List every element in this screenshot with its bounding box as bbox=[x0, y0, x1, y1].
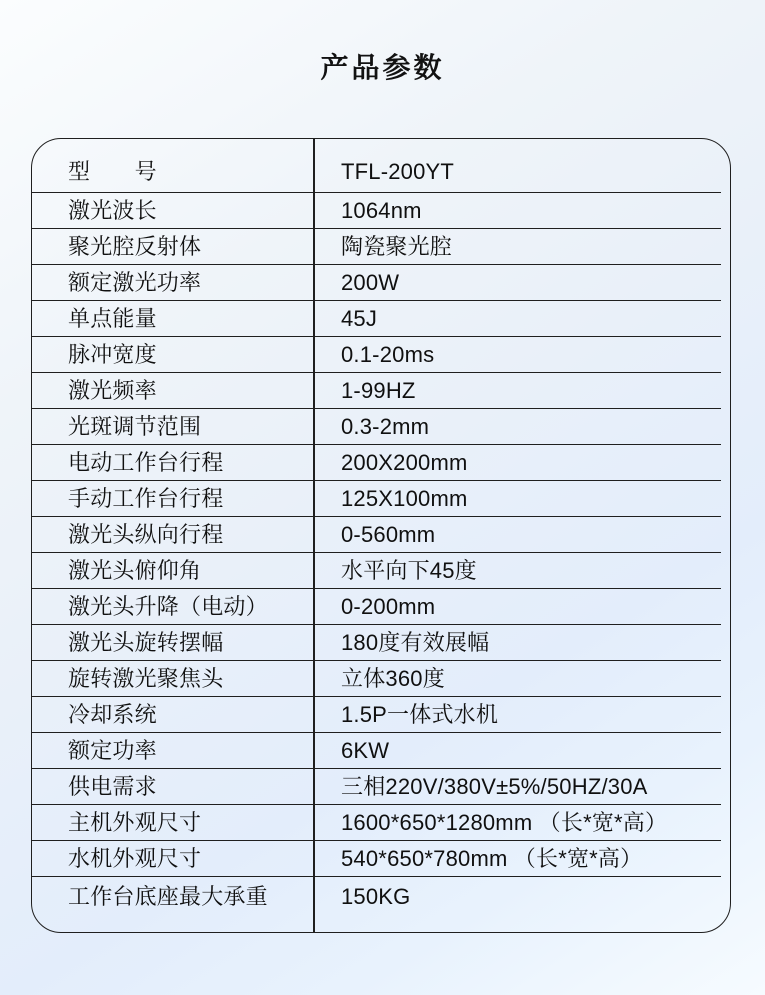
spec-label: 脉冲宽度 bbox=[68, 342, 157, 367]
table-row bbox=[32, 445, 730, 481]
spec-label: 电动工作台行程 bbox=[68, 450, 224, 475]
spec-label: 单点能量 bbox=[68, 306, 157, 331]
spec-label: 主机外观尺寸 bbox=[68, 810, 202, 835]
spec-label: 激光头旋转摆幅 bbox=[68, 630, 224, 655]
spec-label: 型 号 bbox=[68, 159, 157, 184]
spec-value: 立体360度 bbox=[341, 666, 445, 691]
spec-value: TFL-200YT bbox=[341, 159, 455, 184]
spec-value: 0.1-20ms bbox=[341, 342, 435, 367]
spec-label: 额定激光功率 bbox=[68, 270, 202, 295]
table-row bbox=[32, 409, 730, 445]
table-row bbox=[32, 877, 730, 931]
table-row bbox=[32, 373, 730, 409]
table-row bbox=[32, 625, 730, 661]
table-row bbox=[32, 139, 730, 193]
spec-table bbox=[31, 138, 731, 933]
table-row bbox=[32, 661, 730, 697]
table-row bbox=[32, 697, 730, 733]
spec-value: 1-99HZ bbox=[341, 378, 416, 403]
column-divider bbox=[313, 139, 315, 932]
spec-label: 激光头俯仰角 bbox=[68, 558, 202, 583]
spec-label: 冷却系统 bbox=[68, 702, 157, 727]
spec-label: 激光头升降（电动） bbox=[68, 594, 268, 619]
spec-value: 1064nm bbox=[341, 198, 422, 223]
spec-label: 旋转激光聚焦头 bbox=[68, 666, 224, 691]
spec-value: 200W bbox=[341, 270, 400, 295]
table-row bbox=[32, 769, 730, 805]
spec-label: 工作台底座最大承重 bbox=[68, 884, 268, 909]
spec-value: 1600*650*1280mm （长*宽*高） bbox=[341, 810, 668, 835]
spec-value: 200X200mm bbox=[341, 450, 468, 475]
spec-label: 供电需求 bbox=[68, 774, 157, 799]
spec-value: 1.5P一体式水机 bbox=[341, 702, 499, 727]
spec-label: 额定功率 bbox=[68, 738, 157, 763]
spec-value: 水平向下45度 bbox=[341, 558, 477, 583]
table-row bbox=[32, 265, 730, 301]
spec-label: 激光波长 bbox=[68, 198, 157, 223]
spec-value: 陶瓷聚光腔 bbox=[341, 234, 453, 259]
spec-value: 0.3-2mm bbox=[341, 414, 430, 439]
table-row bbox=[32, 301, 730, 337]
spec-value: 0-560mm bbox=[341, 522, 436, 547]
spec-value: 6KW bbox=[341, 738, 390, 763]
table-row bbox=[32, 193, 730, 229]
page-title: 产品参数 bbox=[320, 52, 445, 83]
spec-value: 0-200mm bbox=[341, 594, 436, 619]
table-row bbox=[32, 805, 730, 841]
table-row bbox=[32, 337, 730, 373]
table-row bbox=[32, 841, 730, 877]
spec-label: 激光频率 bbox=[68, 378, 157, 403]
spec-label: 激光头纵向行程 bbox=[68, 522, 224, 547]
spec-value: 125X100mm bbox=[341, 486, 468, 511]
table-row bbox=[32, 733, 730, 769]
spec-label: 水机外观尺寸 bbox=[68, 846, 202, 871]
spec-value: 150KG bbox=[341, 884, 411, 909]
spec-value: 540*650*780mm （长*宽*高） bbox=[341, 846, 643, 871]
table-row bbox=[32, 553, 730, 589]
spec-value: 45J bbox=[341, 306, 378, 331]
spec-label: 光斑调节范围 bbox=[68, 414, 202, 439]
spec-value: 三相220V/380V±5%/50HZ/30A bbox=[341, 774, 648, 799]
table-row bbox=[32, 517, 730, 553]
spec-value: 180度有效展幅 bbox=[341, 630, 490, 655]
spec-label: 手动工作台行程 bbox=[68, 486, 224, 511]
table-row bbox=[32, 481, 730, 517]
table-row bbox=[32, 589, 730, 625]
table-row bbox=[32, 229, 730, 265]
spec-label: 聚光腔反射体 bbox=[68, 234, 202, 259]
